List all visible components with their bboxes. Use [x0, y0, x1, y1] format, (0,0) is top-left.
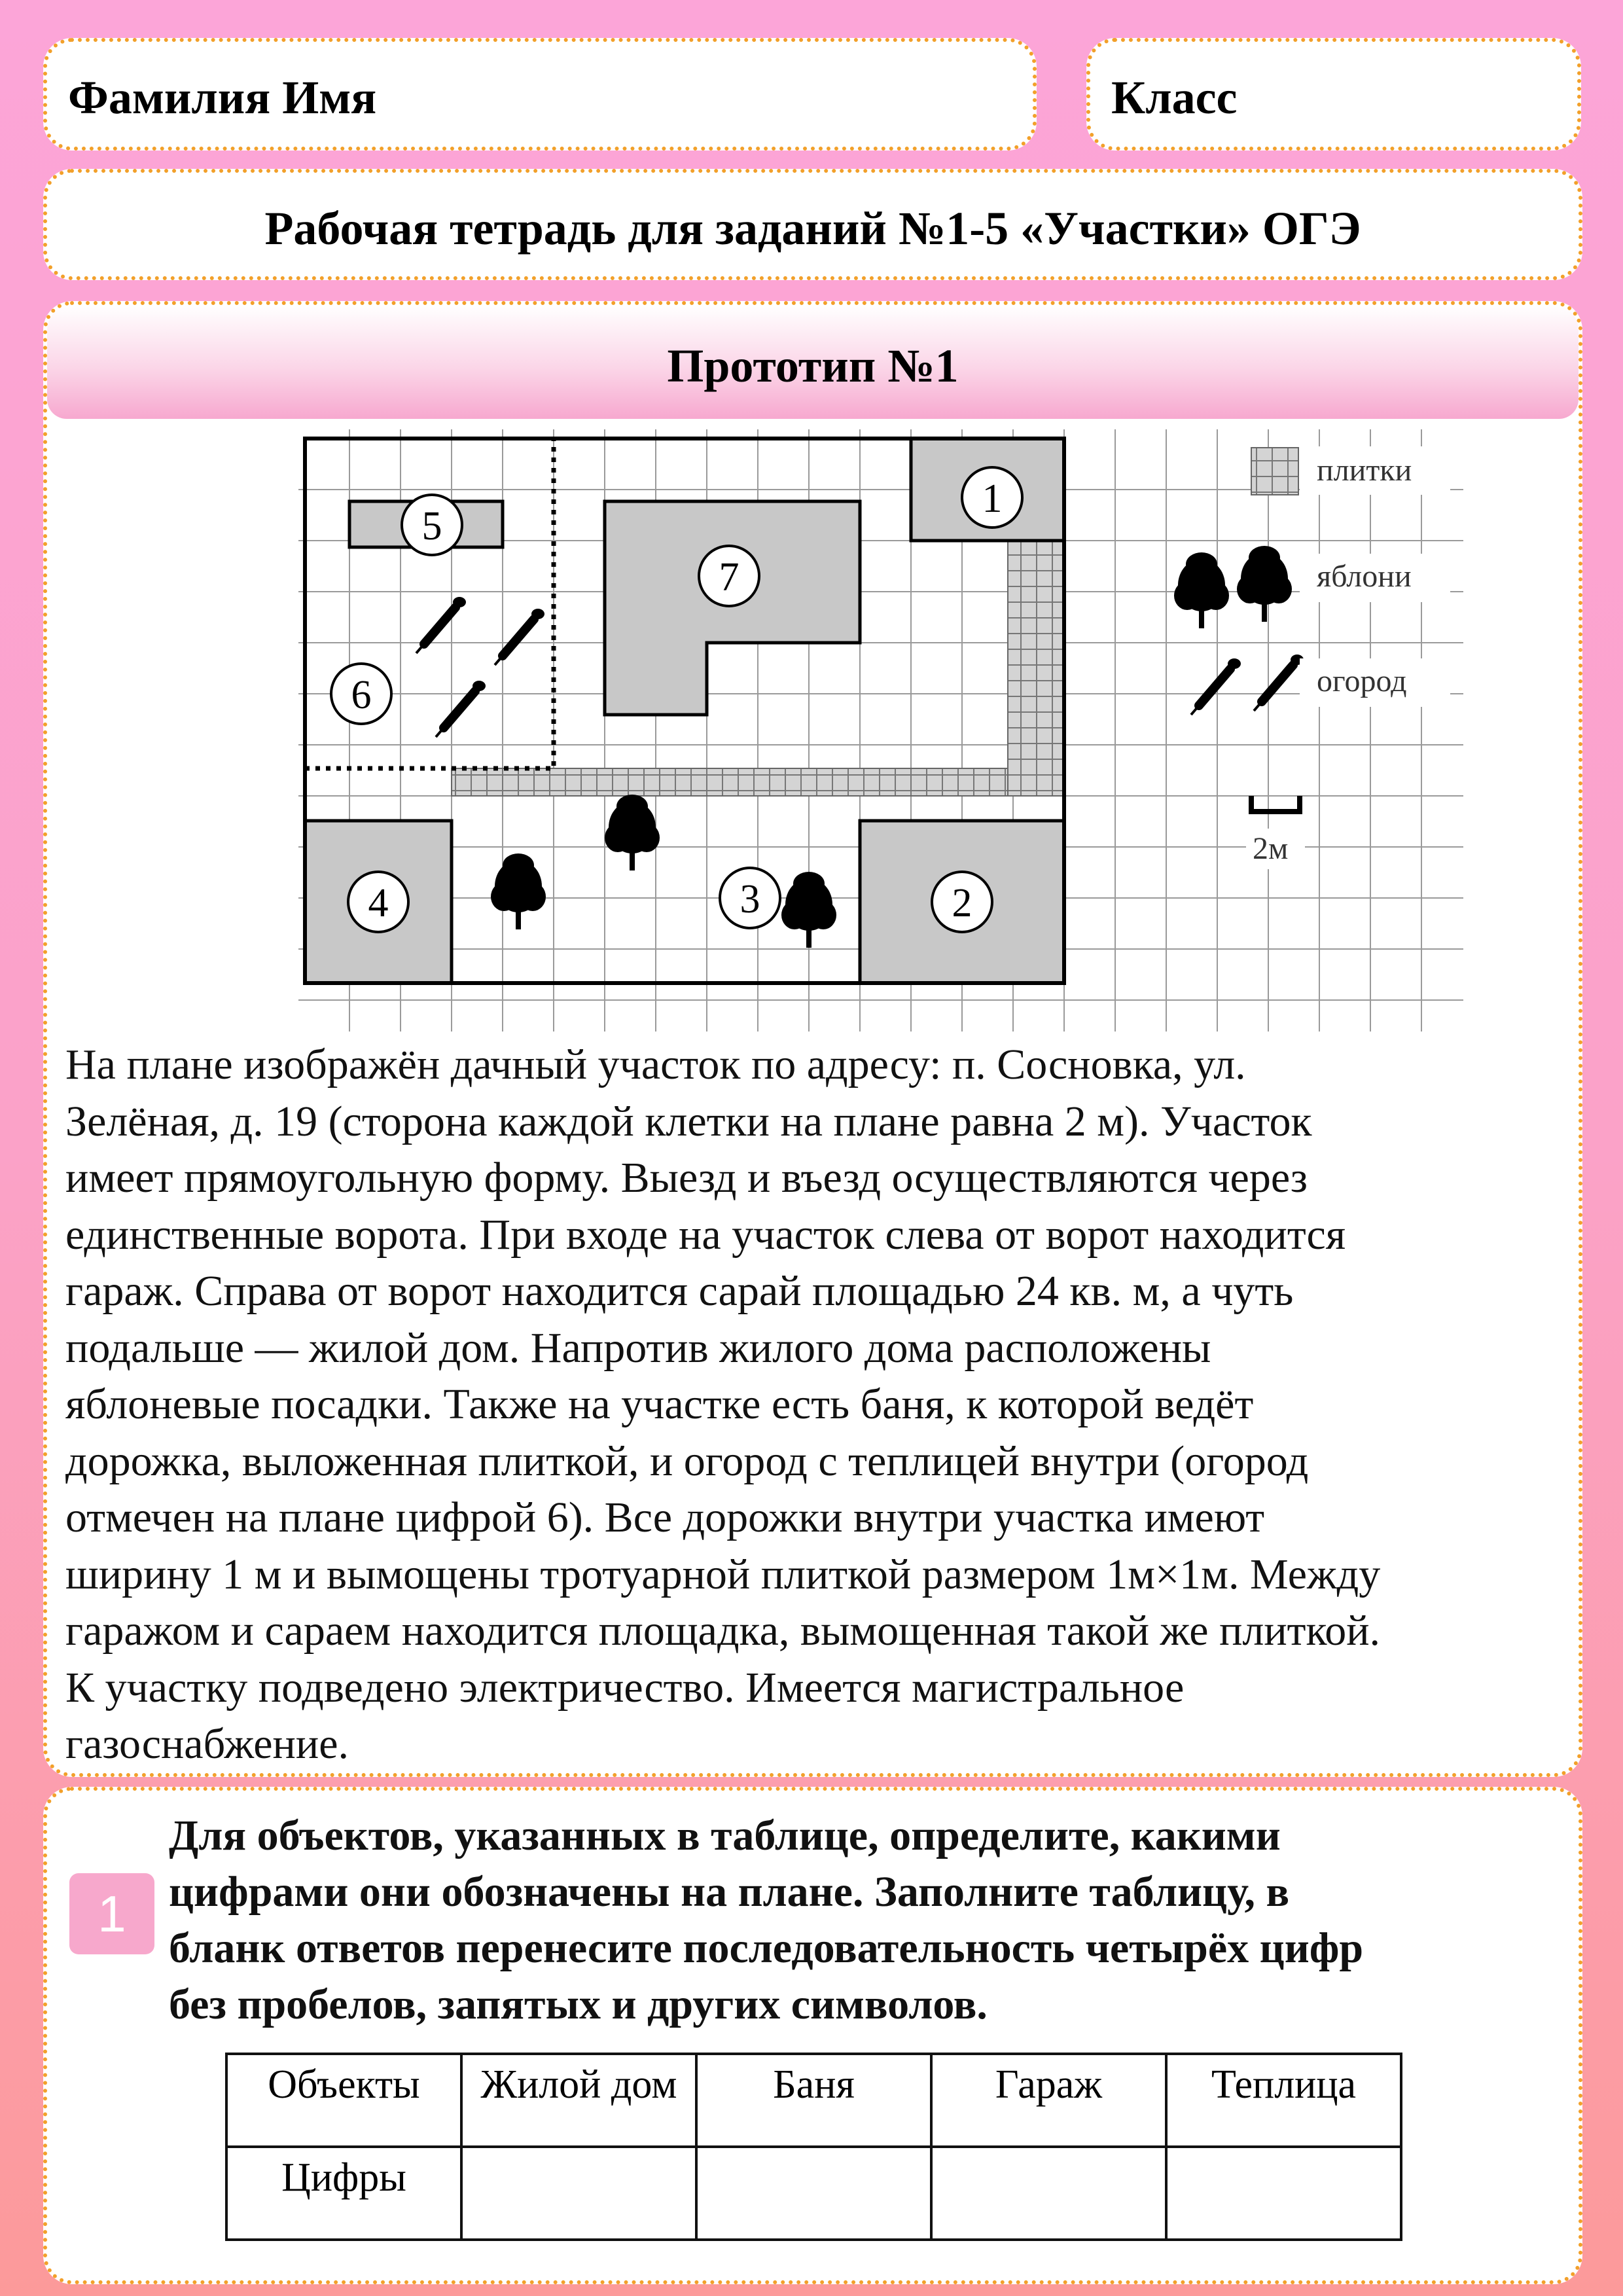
site-plan — [298, 429, 1463, 1031]
class-field-box[interactable] — [1086, 38, 1581, 151]
description-line: имеет прямоугольную форму. Выезд и въезд осуществляются через — [65, 1154, 1308, 1202]
marker-6: 6 — [351, 673, 372, 717]
legend-tiles: плитки — [1317, 453, 1412, 488]
prototype-heading: Прототип №1 — [667, 340, 959, 392]
description-line: На плане изображён дачный участок по адресу: п. Сосновка, ул. — [65, 1041, 1246, 1088]
description-line: яблоневые посадки. Также на участке есть баня, к которой ведёт — [65, 1380, 1254, 1428]
marker-2: 2 — [952, 881, 972, 925]
marker-5: 5 — [421, 504, 442, 548]
task-line: цифрами они обозначены на плане. Заполните таблицу, в — [169, 1868, 1290, 1916]
description-line: дорожка, выложенная плиткой, и огород с теплицей внутри (огород — [65, 1437, 1309, 1485]
garden-boundary — [305, 439, 554, 768]
task-instructions — [169, 1808, 1569, 2033]
building-7-house — [605, 501, 860, 715]
marker-3: 3 — [740, 877, 760, 922]
carrot-icon — [436, 681, 486, 737]
task-number-badge: 1 — [69, 1873, 154, 1954]
task-1-section — [43, 1787, 1582, 2284]
description-line: К участку подведено электричество. Имеется магистральное — [65, 1663, 1185, 1712]
answer-cell-bath[interactable] — [696, 2147, 931, 2240]
table-row — [226, 2147, 1401, 2240]
apple-tree-icon — [1174, 552, 1229, 628]
task-line: без пробелов, запятых и других символов. — [169, 1981, 988, 2028]
name-field-box[interactable] — [43, 38, 1037, 151]
tile-legend-icon — [1251, 448, 1298, 495]
carrot-icon — [1191, 658, 1241, 715]
description-line: гараж. Справа от ворот находится сарай площадью 24 кв. м, а чуть — [65, 1267, 1294, 1315]
marker-1: 1 — [982, 476, 1003, 521]
table-header-cell: Объекты — [226, 2054, 461, 2147]
marker-4: 4 — [368, 881, 389, 925]
title-box — [43, 169, 1582, 280]
legend-scale: 2м — [1253, 831, 1289, 866]
apple-tree-icon — [605, 795, 660, 870]
prototype-section — [43, 301, 1582, 1777]
table-header-cell: Теплица — [1166, 2054, 1401, 2147]
table-header-cell: Баня — [696, 2054, 931, 2147]
description-line: газоснабжение. — [65, 1720, 349, 1768]
task-line: Для объектов, указанных в таблице, определите, какими — [169, 1812, 1281, 1859]
answer-cell-garage[interactable] — [931, 2147, 1166, 2240]
carrot-icon — [416, 597, 466, 653]
plan-legend — [1246, 446, 1450, 869]
tile-path-horizontal — [452, 768, 1064, 796]
description-line: Зелёная, д. 19 (сторона каждой клетки на плане равна 2 м). Участок — [65, 1097, 1312, 1145]
description-line: единственные ворота. При входе на участок слева от ворот находится — [65, 1210, 1346, 1259]
answer-cell-house[interactable] — [461, 2147, 696, 2240]
description-line: ширину 1 м и вымощены тротуарной плиткой размером 1м×1м. Между — [65, 1550, 1381, 1598]
table-header-cell: Жилой дом — [461, 2054, 696, 2147]
prototype-header — [47, 305, 1578, 419]
apple-tree-icon — [781, 872, 836, 948]
tile-path-vertical — [1008, 541, 1063, 796]
description-line: отмечен на плане цифрой 6). Все дорожки внутри участка имеют — [65, 1494, 1265, 1541]
description-line: гаражом и сараем находится площадка, вымощенная такой же плиткой. — [65, 1607, 1381, 1655]
scale-bar-icon — [1251, 796, 1300, 812]
task-line: бланк ответов перенесите последовательность четырёх цифр — [169, 1924, 1364, 1972]
answer-cell-greenhouse[interactable] — [1166, 2147, 1401, 2240]
legend-garden: огород — [1317, 664, 1407, 698]
carrot-icon — [1254, 655, 1304, 711]
page-title: Рабочая тетрадь для заданий №1-5 «Участки» ОГЭ — [264, 202, 1361, 255]
apple-tree-icon — [1237, 546, 1292, 622]
table-row-label: Цифры — [226, 2147, 461, 2240]
table-header-row — [226, 2054, 1401, 2147]
marker-7: 7 — [719, 555, 740, 600]
class-label: Класс — [1111, 71, 1238, 124]
answer-table — [225, 2053, 1402, 2241]
task-description — [65, 1037, 1571, 1773]
description-line: подальше — жилой дом. Напротив жилого дома расположены — [65, 1323, 1211, 1372]
table-header-cell: Гараж — [931, 2054, 1166, 2147]
name-label: Фамилия Имя — [68, 71, 377, 124]
legend-apples: яблони — [1317, 559, 1412, 594]
apple-tree-icon — [491, 853, 546, 929]
